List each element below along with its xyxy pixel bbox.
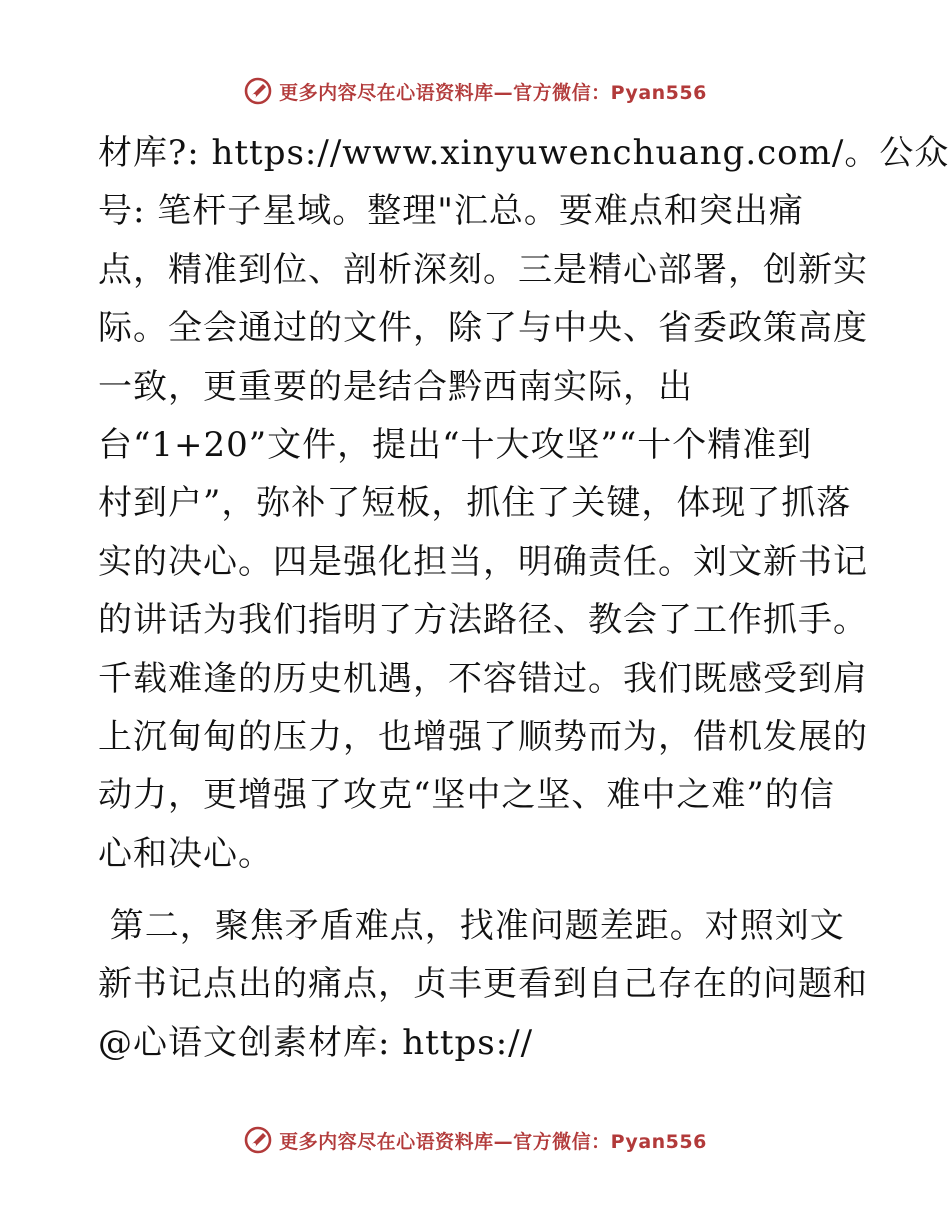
logo-icon — [243, 1125, 273, 1155]
text-line: 际。全会通过的文件，除了与中央、省委政策高度 — [98, 308, 868, 349]
text-line: 一致，更重要的是结合黔西南实际，出 — [98, 366, 693, 407]
logo-icon — [243, 76, 273, 106]
watermark-text: 更多内容尽在心语资料库—官方微信：Pyan556 — [279, 81, 707, 104]
footer-watermark-banner — [0, 1123, 950, 1157]
text-line: 的讲话为我们指明了方法路径、教会了工作抓手。 — [98, 600, 868, 641]
text-line: 台“1+20”文件，提出“十大攻坚”“十个精准到 — [98, 424, 813, 465]
text-line: 材库?: https://www.xinyuwenchuang.com/。公众 — [98, 133, 950, 173]
text-line: @心语文创素材库: https:// — [98, 1022, 534, 1063]
paragraph-2 — [98, 897, 868, 1072]
text-line: 点，精准到位、剖析深刻。三是精心部署，创新实 — [98, 249, 868, 290]
text-line: 第二，聚焦矛盾难点，找准问题差距。对照刘文 — [98, 906, 845, 947]
text-line: 千载难逢的历史机遇，不容错过。我们既感受到肩 — [98, 658, 868, 699]
text-line: 心和决心。 — [98, 833, 273, 874]
header-watermark-banner — [0, 74, 950, 108]
paragraph-1 — [98, 124, 950, 883]
text-line: 动力，更增强了攻克“坚中之坚、难中之难”的信 — [98, 775, 835, 816]
text-line: 新书记点出的痛点，贞丰更看到自己存在的问题和 — [98, 964, 868, 1005]
document-body — [98, 124, 950, 1072]
paragraph-gap — [98, 883, 858, 897]
text-line: 实的决心。四是强化担当，明确责任。刘文新书记 — [98, 541, 868, 582]
text-line: 号: 笔杆子星域。整理"汇总。要难点和突出痛 — [98, 191, 804, 232]
watermark-text: 更多内容尽在心语资料库—官方微信：Pyan556 — [279, 1130, 707, 1153]
text-line: 村到户”，弥补了短板，抓住了关键，体现了抓落 — [98, 483, 852, 524]
text-line: 上沉甸甸的压力，也增强了顺势而为，借机发展的 — [98, 716, 868, 757]
